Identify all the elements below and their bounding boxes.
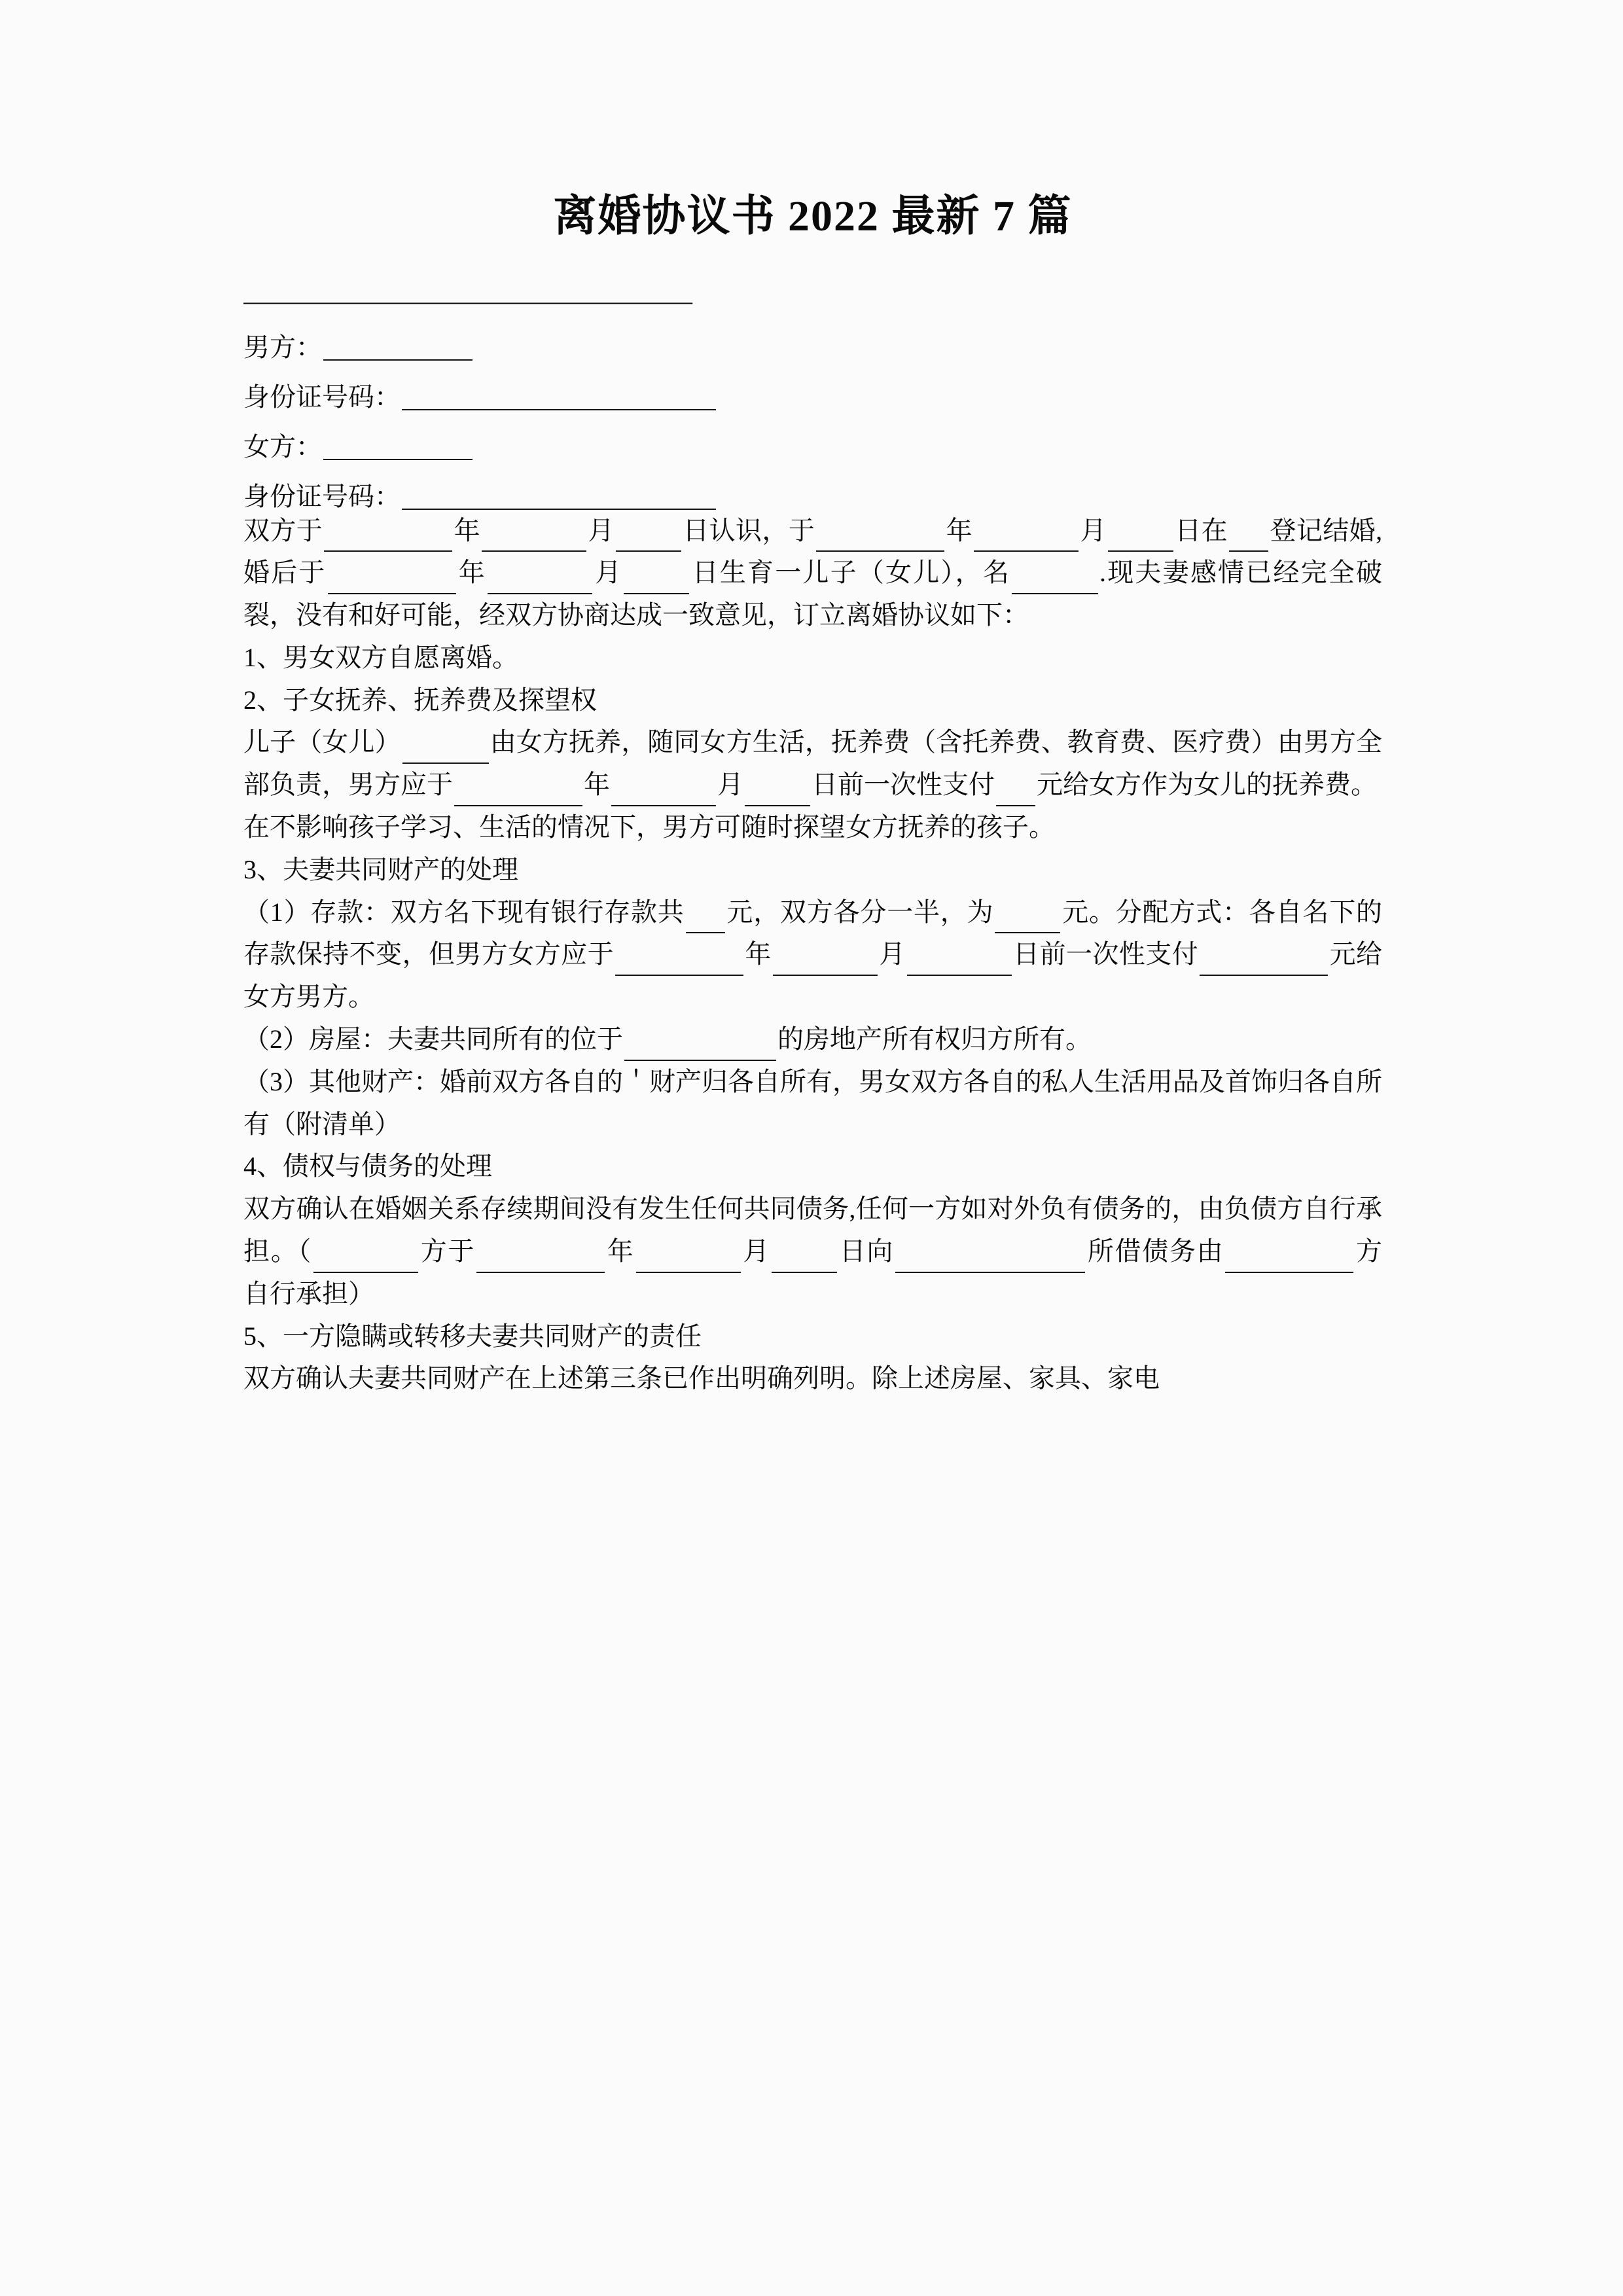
preamble-t4: 日认识，于 — [682, 515, 815, 545]
blank-marry-day[interactable] — [1108, 527, 1173, 552]
blank-debt-bearer[interactable] — [1225, 1248, 1353, 1273]
blank-deposit-pay-day[interactable] — [907, 951, 1012, 976]
blank-debtor-party[interactable] — [313, 1248, 418, 1273]
blank-female-name[interactable] — [323, 437, 473, 460]
clause-3-sub-3: （3）其他财产：婚前双方各自的＇财产归各自所有，男女双方各自的私人生活用品及首饰归各自所有（附清单） — [243, 1066, 1382, 1139]
clause-3-t5: 月 — [878, 939, 906, 969]
clause-3-t3: 元。分配方式：各自名下的存款保持不变，但男方女方应于 — [243, 897, 1383, 969]
preamble-t7: 日在 — [1174, 515, 1228, 545]
blank-deposit-total[interactable] — [686, 908, 725, 933]
clause-5-heading: 5、一方隐瞒或转移夫妻共同财产的责任 — [243, 1321, 702, 1351]
blank-property-address[interactable] — [624, 1036, 776, 1061]
field-male-id — [243, 384, 1382, 410]
clause-4-t6: 所借债务由 — [1086, 1236, 1224, 1266]
blank-deposit-pay-amount[interactable] — [1200, 951, 1328, 976]
preamble-t6: 月 — [1080, 515, 1107, 545]
clause-4-t5: 日向 — [838, 1236, 895, 1266]
separator-rule: —————————————————— — [243, 291, 691, 311]
blank-creditor[interactable] — [895, 1248, 1085, 1273]
field-label-female-name: 女方： — [243, 431, 322, 461]
clause-2-t4: 月 — [717, 770, 743, 800]
preamble-t10: 月 — [594, 558, 623, 588]
preamble-t8: 登记结婚,婚后于 — [243, 515, 1383, 588]
clause-2-t6: 元给女方作为女儿的抚养费。 — [1037, 770, 1377, 800]
preamble-t3: 月 — [588, 515, 615, 545]
clause-2-t5: 日前一次性支付 — [812, 770, 995, 800]
preamble-paragraph — [243, 510, 1382, 637]
blank-child-custody-name[interactable] — [402, 739, 489, 764]
blank-meet-year[interactable] — [324, 527, 452, 552]
blank-debt-day[interactable] — [772, 1248, 837, 1273]
blank-meet-day[interactable] — [616, 527, 681, 552]
clause-2-body-1 — [243, 721, 1382, 806]
blank-marry-month[interactable] — [974, 527, 1079, 552]
clause-2-heading: 2、子女抚养、抚养费及探望权 — [243, 685, 597, 715]
clause-3-t2: 元，双方各分一半，为 — [726, 897, 994, 927]
preamble-t2: 年 — [454, 515, 481, 545]
blank-child-name[interactable] — [1012, 569, 1098, 594]
clause-3-t8: （2）房屋：夫妻共同所有的位于 — [243, 1024, 623, 1054]
field-female-name — [243, 431, 1382, 461]
blank-female-id[interactable] — [402, 486, 716, 510]
blank-deposit-half[interactable] — [995, 908, 1060, 933]
blank-debt-month[interactable] — [636, 1248, 741, 1273]
clause-4-heading: 4、债权与债务的处理 — [243, 1151, 492, 1181]
clause-4-t3: 年 — [606, 1236, 635, 1266]
document-body — [243, 0, 1382, 1400]
blank-male-id[interactable] — [402, 387, 716, 410]
clause-2-body-2: 在不影响孩子学习、生活的情况下，男方可随时探望女方抚养的孩子。 — [243, 812, 1055, 842]
preamble-t1: 双方于 — [243, 515, 323, 545]
clause-3-sub-1 — [243, 891, 1382, 1018]
blank-birth-month[interactable] — [488, 569, 592, 594]
preamble-t12: .现夫妻感情已经完全破裂，没有和好可能，经双方协商达成一致意见，订立离婚协议如下： — [243, 558, 1383, 630]
blank-birth-day[interactable] — [624, 569, 689, 594]
blank-debt-year[interactable] — [476, 1248, 605, 1273]
blank-meet-month[interactable] — [482, 527, 586, 552]
clause-2-t1: 儿子（女儿） — [243, 727, 401, 757]
field-female-id — [243, 481, 1382, 511]
clause-3-sub-2 — [243, 1018, 1382, 1061]
preamble-t11: 日生育一儿子（女儿），名 — [690, 558, 1011, 588]
blank-support-month[interactable] — [611, 781, 716, 806]
field-label-male-id: 身份证号码： — [243, 382, 401, 412]
clause-2-t2: 由女方抚养，随同女方生活，抚养费（含托养费、教育费、医疗费）由男方全部负责，男方应于 — [243, 727, 1383, 800]
blank-support-year[interactable] — [454, 781, 582, 806]
blank-support-day[interactable] — [745, 781, 810, 806]
field-label-male-name: 男方： — [243, 332, 322, 362]
preamble-t5: 年 — [946, 515, 973, 545]
blank-support-amount[interactable] — [996, 781, 1035, 806]
clause-4-t2: 方于 — [419, 1236, 476, 1266]
field-label-female-id: 身份证号码： — [243, 481, 401, 511]
clause-3-t6: 日前一次性支付 — [1012, 939, 1199, 969]
clause-3-t7: 元给女方男方。 — [243, 939, 1383, 1012]
clause-3-heading: 3、夫妻共同财产的处理 — [243, 854, 518, 884]
blank-marry-year[interactable] — [816, 527, 944, 552]
clause-3-t4: 年 — [745, 939, 772, 969]
preamble-t9: 年 — [457, 558, 487, 588]
blank-deposit-pay-month[interactable] — [773, 951, 878, 976]
clause-4-body — [243, 1188, 1382, 1315]
field-male-name — [243, 334, 1382, 361]
page-title: 离婚协议书 2022 最新 7 篇 — [553, 192, 1073, 240]
blank-marry-place[interactable] — [1229, 527, 1268, 552]
clause-2-t3: 年 — [584, 770, 610, 800]
clause-4-t7: 方自行承担） — [243, 1236, 1383, 1308]
clause-1-heading: 1、男女双方自愿离婚。 — [243, 642, 518, 672]
clause-3-t9: 的房地产所有权归方所有。 — [777, 1024, 1092, 1054]
blank-male-name[interactable] — [323, 337, 473, 361]
blank-birth-year[interactable] — [328, 569, 456, 594]
clause-5-body: 双方确认夫妻共同财产在上述第三条已作出明确列明。除上述房屋、家具、家电 — [243, 1363, 1160, 1393]
clause-4-t4: 月 — [741, 1236, 771, 1266]
clause-3-t1: （1）存款：双方名下现有银行存款共 — [243, 897, 685, 927]
blank-deposit-pay-year[interactable] — [615, 951, 743, 976]
clause-4-t1: 双方确认在婚姻关系存续期间没有发生任何共同债务,任何一方如对外负有债务的，由负债方自行承担。（ — [243, 1194, 1382, 1266]
